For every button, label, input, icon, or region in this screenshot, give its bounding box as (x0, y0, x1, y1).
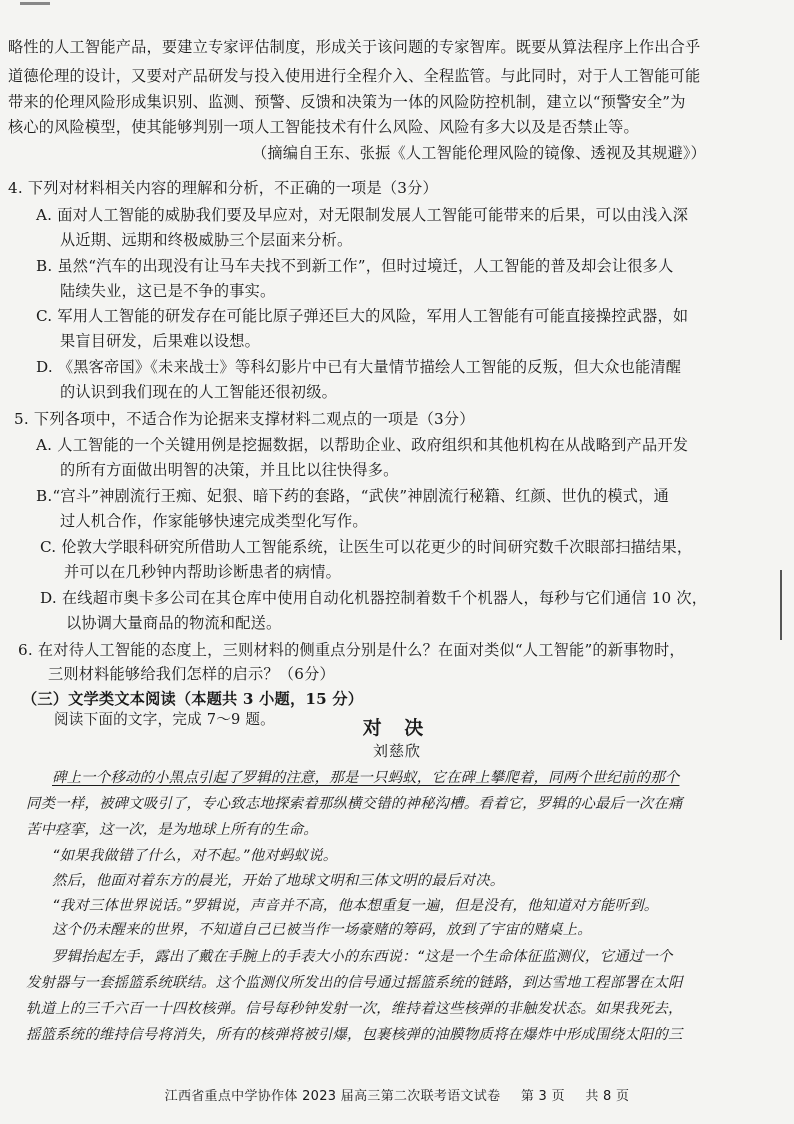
story-para1-line2: 同类一样，被碑文吸引了，专心致志地探索着那纵横交错的神秘沟槽。看着它，罗辑的心最后一次在痛 (26, 796, 683, 812)
footer-page-number: 第 3 页 (520, 1089, 565, 1104)
q5-option-d-line1: D. 在线超市奥卡多公司在其仓库中使用自动化机器控制着数千个机器人，每秒与它们通信 10 次， (40, 589, 708, 607)
intro-line-1: 略性的人工智能产品，要建立专家评估制度，形成关于该问题的专家智库。既要从算法程序上作出合乎 (8, 38, 701, 56)
scan-margin-mark (780, 570, 782, 640)
section3-heading: （三）文学类文本阅读（本题共 3 小题，15 分） (22, 690, 364, 708)
q4-option-b-line1: B. 虽然“汽车的出现没有让马车夫找不到新工作”，但时过境迁，人工智能的普及却会让很多人 (36, 257, 674, 275)
q5-option-a-line1: A. 人工智能的一个关键用例是挖掘数据，以帮助企业、政府组织和其他机构在从战略到产品开发 (36, 436, 689, 454)
story-para5: 这个仍未醒来的世界，不知道自己已被当作一场豪赌的筹码，放到了宇宙的赌桌上。 (52, 922, 592, 938)
footer-total-pages: 共 8 页 (585, 1089, 630, 1104)
q4-option-b-line2: 陆续失业，这已是不争的事实。 (60, 282, 276, 300)
story-para6-line1: 罗辑抬起左手，露出了戴在手腕上的手表大小的东西说：“这是一个生命体征监测仪，它通过一个 (52, 949, 673, 965)
story-para1-line3: 苦中痉挛，这一次，是为地球上所有的生命。 (26, 822, 318, 838)
q6-line-1: 6. 在对待人工智能的态度上，三则材料的侧重点分别是什么？在面对类似“人工智能”的新事物时， (18, 641, 685, 659)
q5-option-a-line2: 的所有方面做出明智的决策，并且比以往快得多。 (60, 461, 399, 479)
q4-stem: 4. 下列对材料相关内容的理解和分析，不正确的一项是（3分） (8, 179, 438, 197)
intro-line-3: 带来的伦理风险形成集识别、监测、预警、反馈和决策为一体的风险防控机制，建立以“预警安全”为 (8, 93, 686, 111)
q4-option-c-line2: 果盲目研发，后果难以设想。 (60, 332, 261, 350)
q5-stem: 5. 下列各项中，不适合作为论据来支撑材料二观点的一项是（3分） (14, 410, 475, 428)
q5-option-b-line2: 过人机合作，作家能够快速完成类型化写作。 (60, 512, 368, 530)
story-para3: 然后，他面对着东方的晨光，开始了地球文明和三体文明的最后对决。 (52, 873, 505, 889)
intro-line-2: 道德伦理的设计，又要对产品研发与投入使用进行全程介入、全程监管。与此同时，对于人工智能可能 (8, 67, 701, 85)
page-footer (0, 1085, 794, 1104)
q5-option-d-line2: 以协调大量商品的物流和配送。 (66, 614, 282, 632)
intro-source: （摘编自王东、张振《人工智能伦理风险的镜像、透视及其规避》） (252, 144, 707, 162)
story-title: 对 决 (362, 717, 432, 739)
story-para6-line4: 摇篮系统的维持信号将消失，所有的核弹将被引爆，包裹核弹的油膜物质将在爆炸中形成围绕太阳的三 (26, 1027, 683, 1043)
story-para1-line1: 碑上一个移动的小黑点引起了罗辑的注意，那是一只蚂蚁，它在碑上攀爬着，同两个世纪前的那个 (52, 770, 680, 786)
story-para6-line2: 发射器与一套摇篮系统联结。这个监测仪所发出的信号通过摇篮系统的链路，到达雪地工程部署在太阳 (26, 975, 683, 991)
q5-option-b-line1: B.“宫斗”神剧流行王痴、妃狠、暗下药的套路，“武侠”神剧流行秘籍、红颜、世仇的模式，通 (36, 487, 669, 505)
section3-instruction: 阅读下面的文字，完成 7～9 题。 (54, 711, 275, 728)
q4-option-d-line1: D. 《黑客帝国》《未来战士》等科幻影片中已有大量情节描绘人工智能的反叛，但大众也能清醒 (36, 358, 682, 376)
q4-option-a-line1: A. 面对人工智能的威胁我们要及早应对，对无限制发展人工智能可能带来的后果，可以由浅入深 (36, 206, 689, 224)
q5-option-c-line2: 并可以在几秒钟内帮助诊断患者的病情。 (64, 563, 341, 581)
scan-mark (20, 2, 50, 5)
q4-option-d-line2: 的认识到我们现在的人工智能还很初级。 (60, 383, 337, 401)
q4-option-a-line2: 从近期、远期和终极威胁三个层面来分析。 (60, 231, 353, 249)
q5-option-c-line1: C. 伦敦大学眼科研究所借助人工智能系统，让医生可以花更少的时间研究数千次眼部扫描结果， (40, 538, 693, 556)
q6-line-2: 三则材料能够给我们怎样的启示？（6分） (48, 665, 335, 683)
story-author: 刘慈欣 (372, 742, 421, 760)
footer-exam-title: 江西省重点中学协作体 2023 届高三第二次联考语文试卷 (164, 1089, 501, 1104)
q4-option-c-line1: C. 军用人工智能的研发存在可能比原子弹还巨大的风险，军用人工智能有可能直接操控武器，如 (36, 307, 689, 325)
story-para4: “我对三体世界说话。”罗辑说，声音并不高，他本想重复一遍，但是没有，他知道对方能听到。 (52, 898, 659, 914)
story-para6-line3: 轨道上的三千六百一十四枚核弹。信号每秒钟发射一次，维持着这些核弹的非触发状态。如果我死去， (26, 1001, 683, 1017)
story-para2: “如果我做错了什么，对不起。”他对蚂蚁说。 (52, 848, 338, 864)
intro-line-4: 核心的风险模型，使其能够判别一项人工智能技术有什么风险、风险有多大以及是否禁止等。 (8, 118, 639, 136)
